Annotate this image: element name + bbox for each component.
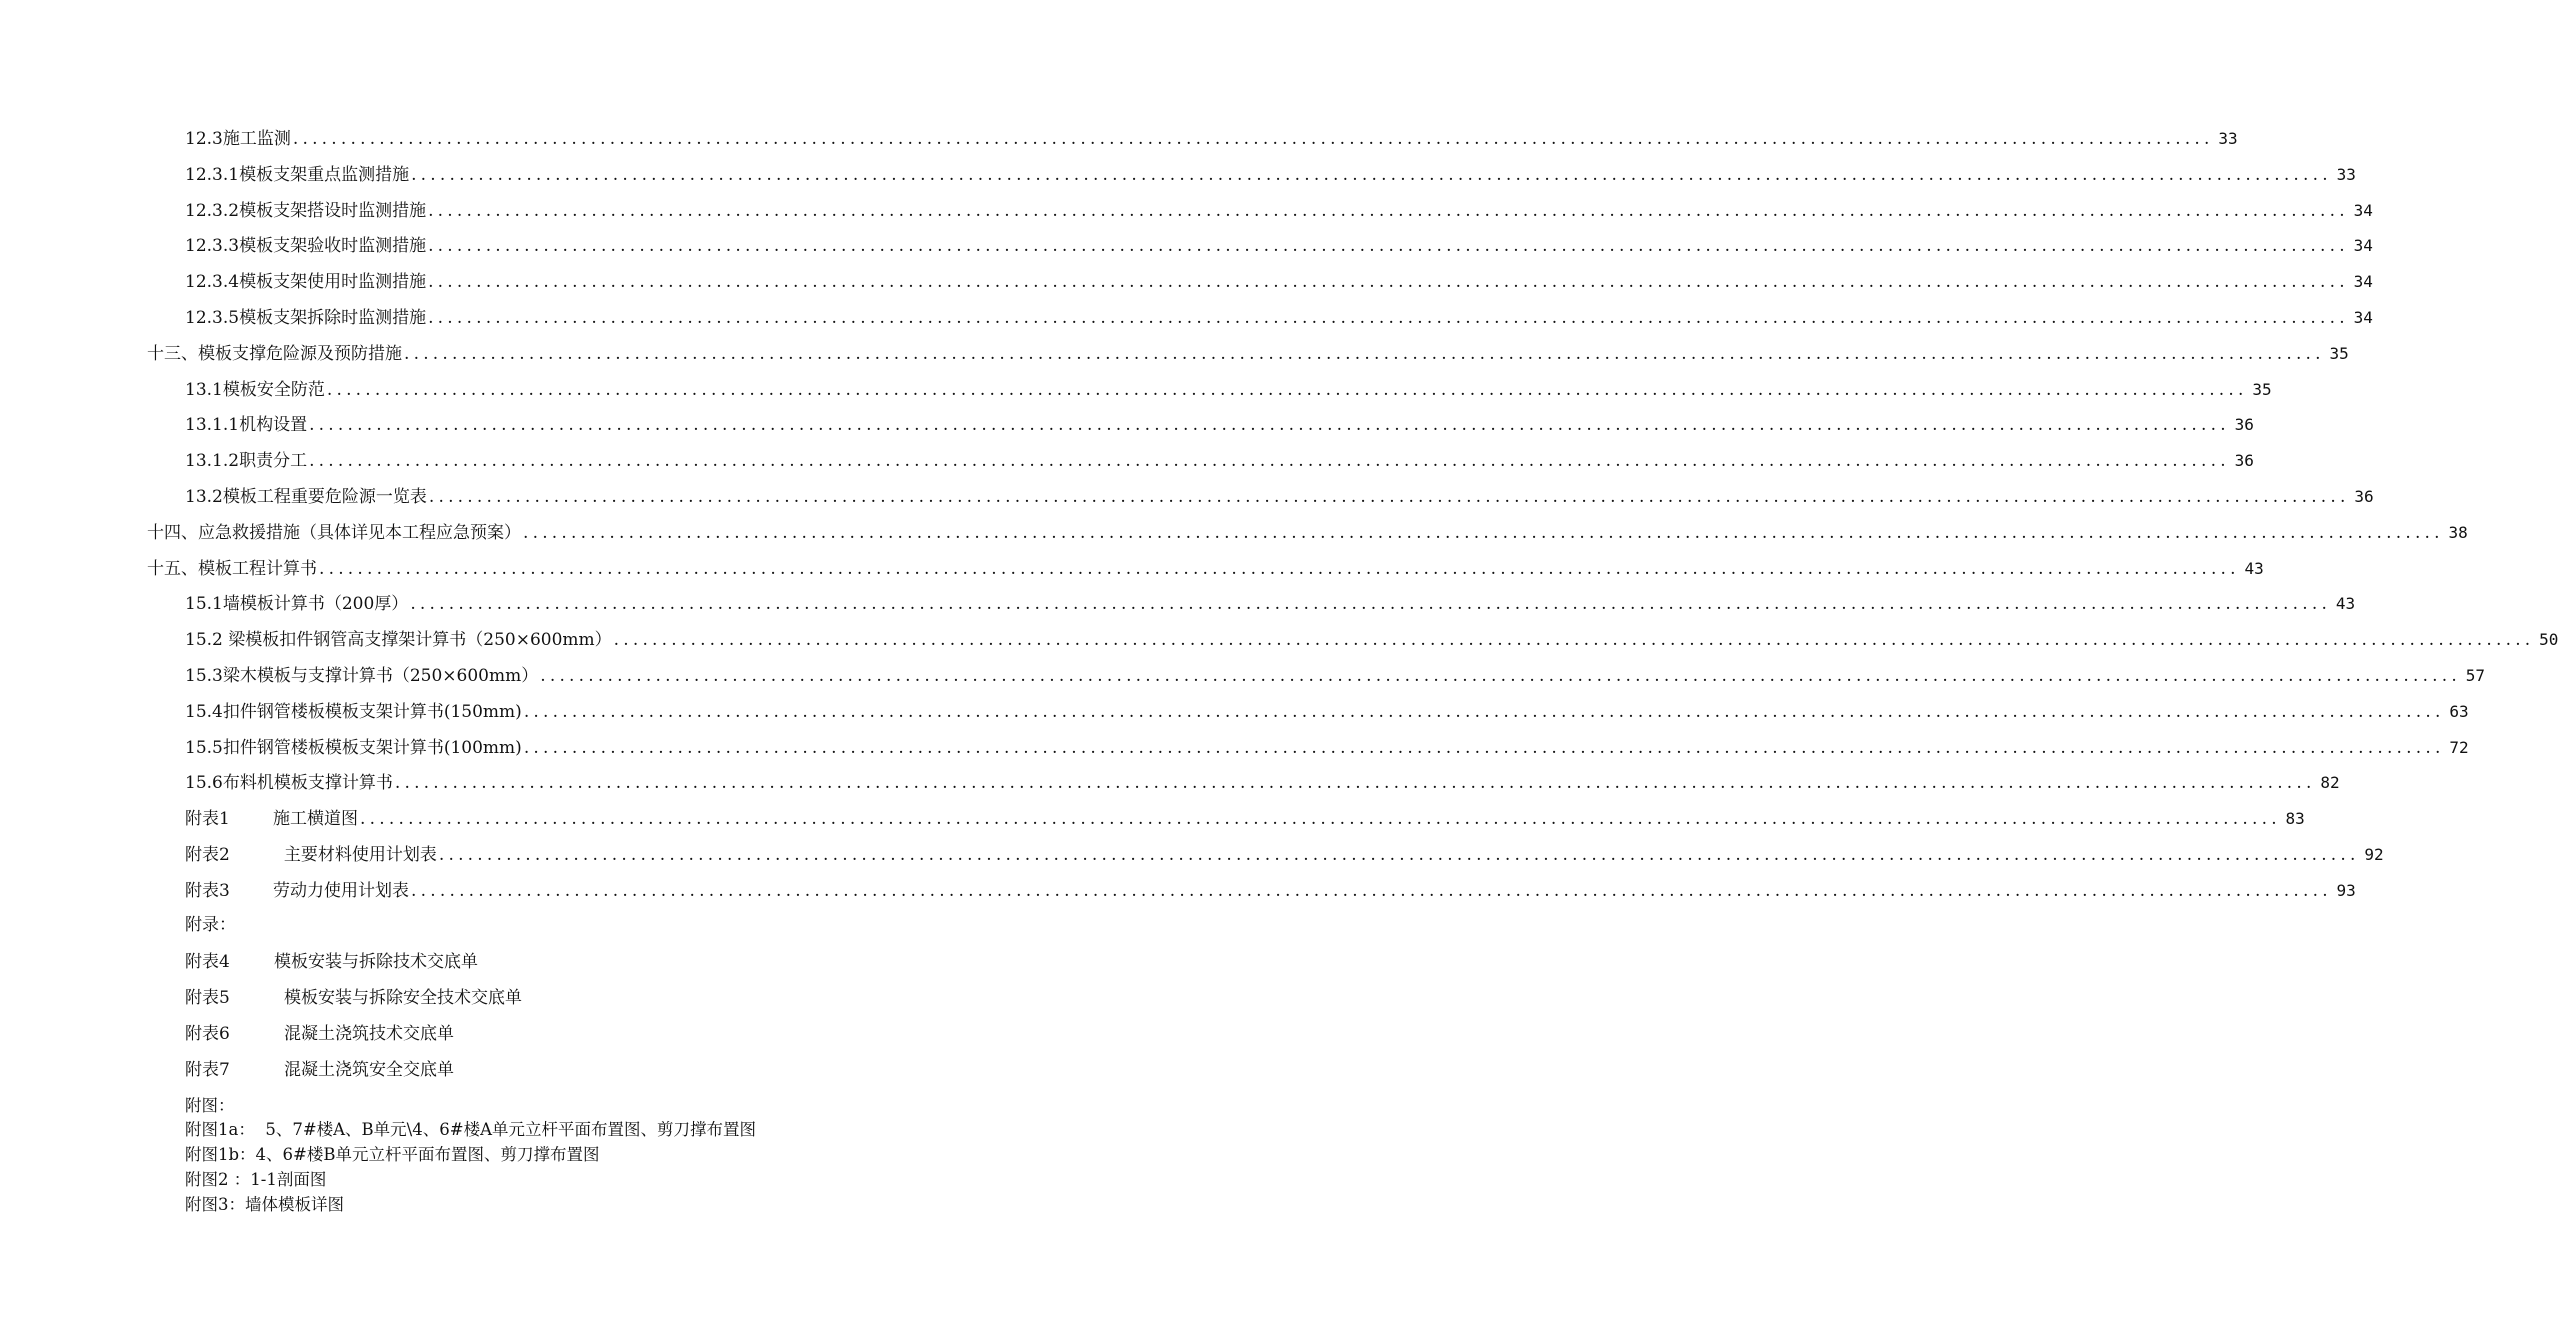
toc-dot-leader: ........................................................................................................................................................................................................ — [326, 379, 2248, 400]
toc-entry-page-number: 36 — [2354, 487, 2374, 506]
toc-entry-title: 13.1.2职责分工 — [185, 451, 308, 472]
toc-entry-page-number: 83 — [2285, 809, 2305, 829]
toc-entry-wrap — [185, 627, 2558, 653]
toc-dot-leader: ........................................................................................................................................................................................................ — [613, 630, 2535, 651]
toc-entry-wrap — [185, 699, 2469, 725]
toc-entry-title: 12.3.5模板支架拆除时监测措施 — [185, 308, 427, 328]
toc-entry-wrap — [185, 806, 2305, 832]
toc-entry-page-number: 33 — [2218, 129, 2238, 148]
toc-entry[interactable] — [0, 627, 2558, 653]
toc-entry[interactable] — [0, 770, 2340, 796]
toc-entry-title: 15.3梁木模板与支撑计算书（250×600mm） — [185, 666, 539, 686]
toc-entry-title: 附表1 施工横道图 — [185, 809, 359, 830]
figure-list-item[interactable]: 附图1a： 5、7#楼A、B单元\4、6#楼A单元立杆平面布置图、剪刀撑布置图 — [185, 1120, 756, 1139]
toc-entry-page-number: 72 — [2449, 737, 2469, 757]
toc-dot-leader: ........................................................................................................................................................................................................ — [523, 522, 2444, 543]
toc-entry-wrap — [185, 663, 2485, 689]
toc-entry-title: 十四、应急救援措施（具体详见本工程应急预案） — [147, 522, 521, 543]
toc-entry-wrap — [185, 233, 2373, 259]
toc-entry-page-number: 82 — [2320, 773, 2340, 793]
toc-entry-wrap — [185, 770, 2340, 796]
toc-entry[interactable] — [0, 162, 2356, 188]
toc-dot-leader: ........................................................................................................................................................................................................ — [404, 343, 2325, 364]
toc-entry-page-number: 34 — [2353, 308, 2373, 327]
toc-entry-page-number: 36 — [2234, 451, 2254, 471]
toc-entry[interactable] — [0, 126, 2238, 152]
toc-entry[interactable] — [0, 269, 2373, 295]
toc-entry-title: 15.1墙模板计算书（200厚） — [185, 594, 409, 615]
toc-dot-leader: ........................................................................................................................................................................................................ — [319, 558, 2240, 579]
figure-list-item[interactable]: 附图2 ：1-1剖面图 — [185, 1170, 327, 1189]
toc-entry-page-number: 50 — [2539, 630, 2558, 650]
toc-entry[interactable] — [0, 878, 2356, 904]
toc-entry-page-number: 38 — [2448, 522, 2468, 542]
appendix-item-text[interactable]: 模板安装与拆除技术交底单 — [274, 952, 478, 972]
toc-dot-leader: ........................................................................................................................................................................................................ — [438, 845, 2360, 865]
toc-entry[interactable] — [0, 377, 2272, 403]
toc-entry-wrap — [185, 305, 2373, 331]
toc-dot-leader: ........................................................................................................................................................................................................ — [428, 487, 2350, 507]
toc-entry[interactable] — [0, 806, 2305, 832]
toc-entry[interactable] — [0, 412, 2254, 438]
toc-entry-title: 13.1模板安全防范 — [185, 379, 325, 400]
toc-entry[interactable] — [0, 591, 2356, 617]
toc-entry-page-number: 34 — [2353, 236, 2373, 256]
toc-entry-title: 附表3 劳动力使用计划表 — [185, 880, 410, 901]
toc-entry-title: 15.2 梁模板扣件钢管高支撑架计算书（250×600mm） — [185, 630, 612, 651]
toc-dot-leader: ........................................................................................................................................................................................................ — [309, 451, 2230, 472]
toc-entry-title: 13.2模板工程重要危险源一览表 — [185, 487, 427, 507]
toc-dot-leader: ........................................................................................................................................................................................................ — [394, 773, 2316, 794]
toc-dot-leader: ........................................................................................................................................................................................................ — [292, 129, 2214, 149]
toc-entry-wrap — [185, 126, 2238, 152]
appendix-item-text[interactable]: 混凝土浇筑技术交底单 — [284, 1024, 454, 1044]
figure-list-item[interactable]: 附图3：墙体模板详图 — [185, 1195, 344, 1214]
toc-entry-page-number: 92 — [2364, 845, 2384, 864]
toc-entry-wrap — [185, 484, 2374, 510]
appendix-item-label: 附表7 — [185, 1060, 230, 1080]
toc-entry-wrap — [185, 377, 2272, 403]
toc-entry-wrap — [147, 556, 2264, 582]
appendix-item-text[interactable]: 模板安装与拆除安全技术交底单 — [284, 988, 522, 1008]
toc-entry-page-number: 63 — [2449, 701, 2469, 721]
toc-entry-title: 15.6布料机模板支撑计算书 — [185, 773, 393, 794]
toc-entry-page-number: 35 — [2329, 343, 2349, 363]
appendix-item-label: 附表6 — [185, 1024, 230, 1044]
toc-dot-leader: ........................................................................................................................................................................................................ — [309, 415, 2230, 436]
figure-list-item[interactable]: 附图1b：4、6#楼B单元立杆平面布置图、剪刀撑布置图 — [185, 1145, 600, 1164]
toc-entry-page-number: 33 — [2336, 164, 2356, 184]
toc-entry-wrap — [185, 448, 2254, 474]
toc-dot-leader: ........................................................................................................................................................................................................ — [523, 701, 2445, 722]
toc-entry[interactable] — [0, 842, 2384, 868]
toc-entry-title: 12.3.1模板支架重点监测措施 — [185, 164, 410, 185]
toc-entry-page-number: 43 — [2244, 558, 2264, 578]
appendix-heading: 附录： — [185, 915, 236, 935]
toc-entry-page-number: 93 — [2336, 880, 2356, 900]
appendix-item-label: 附表5 — [185, 988, 230, 1008]
toc-dot-leader: ........................................................................................................................................................................................................ — [411, 880, 2332, 901]
figures-heading: 附图： — [185, 1096, 235, 1115]
toc-entry-page-number: 43 — [2335, 594, 2356, 614]
toc-entry-wrap — [185, 162, 2356, 188]
toc-entry[interactable] — [0, 233, 2373, 259]
toc-entry-title: 12.3.3模板支架验收时监测措施 — [185, 236, 427, 257]
toc-entry-wrap — [185, 842, 2384, 868]
toc-dot-leader: ........................................................................................................................................................................................................ — [411, 164, 2332, 185]
toc-entry-title: 十三、模板支撑危险源及预防措施 — [147, 343, 402, 364]
toc-entry[interactable] — [0, 484, 2374, 510]
toc-entry-title: 15.5扣件钢管楼板模板支架计算书(100mm) — [185, 737, 522, 758]
toc-entry[interactable] — [0, 305, 2373, 331]
toc-dot-leader: ........................................................................................................................................................................................................ — [540, 666, 2461, 686]
toc-entry-wrap — [185, 269, 2373, 295]
toc-entry[interactable] — [0, 520, 2468, 546]
toc-entry[interactable] — [0, 735, 2469, 761]
toc-dot-leader: ........................................................................................................................................................................................................ — [410, 594, 2332, 615]
toc-entry-page-number: 34 — [2353, 272, 2373, 292]
toc-entry-title: 附表2 主要材料使用计划表 — [185, 845, 437, 865]
toc-entry-title: 12.3施工监测 — [185, 129, 291, 149]
toc-entry[interactable] — [0, 341, 2349, 367]
toc-dot-leader: ........................................................................................................................................................................................................ — [523, 737, 2445, 758]
toc-entry-wrap — [185, 878, 2356, 904]
toc-entry[interactable] — [0, 663, 2485, 689]
toc-dot-leader: ........................................................................................................................................................................................................ — [428, 236, 2349, 257]
toc-entry[interactable] — [0, 448, 2254, 474]
toc-entry[interactable] — [0, 198, 2373, 224]
toc-entry-wrap — [147, 341, 2349, 367]
toc-entry-title: 十五、模板工程计算书 — [147, 558, 317, 579]
toc-entry-title: 12.3.2模板支架搭设时监测措施 — [185, 200, 427, 221]
toc-dot-leader: ........................................................................................................................................................................................................ — [428, 272, 2349, 293]
toc-entry-page-number: 57 — [2465, 666, 2485, 685]
toc-entry-wrap — [185, 591, 2356, 617]
toc-entry-wrap — [147, 520, 2468, 546]
toc-entry-title: 15.4扣件钢管楼板模板支架计算书(150mm) — [185, 701, 522, 722]
toc-entry-wrap — [185, 198, 2373, 224]
toc-entry-page-number: 36 — [2234, 415, 2254, 435]
toc-entry[interactable] — [0, 556, 2264, 582]
toc-entry-page-number: 34 — [2353, 200, 2373, 220]
toc-dot-leader: ........................................................................................................................................................................................................ — [360, 809, 2281, 830]
appendix-item-text[interactable]: 混凝土浇筑安全交底单 — [284, 1060, 454, 1080]
toc-entry-title: 12.3.4模板支架使用时监测措施 — [185, 272, 427, 293]
toc-entry[interactable] — [0, 699, 2469, 725]
toc-entry-wrap — [185, 412, 2254, 438]
toc-entry-title: 13.1.1机构设置 — [185, 415, 308, 436]
toc-dot-leader: ........................................................................................................................................................................................................ — [428, 308, 2349, 328]
toc-entry-wrap — [185, 735, 2469, 761]
toc-dot-leader: ........................................................................................................................................................................................................ — [428, 200, 2349, 221]
appendix-item-label: 附表4 — [185, 952, 230, 972]
toc-entry-page-number: 35 — [2252, 379, 2272, 399]
